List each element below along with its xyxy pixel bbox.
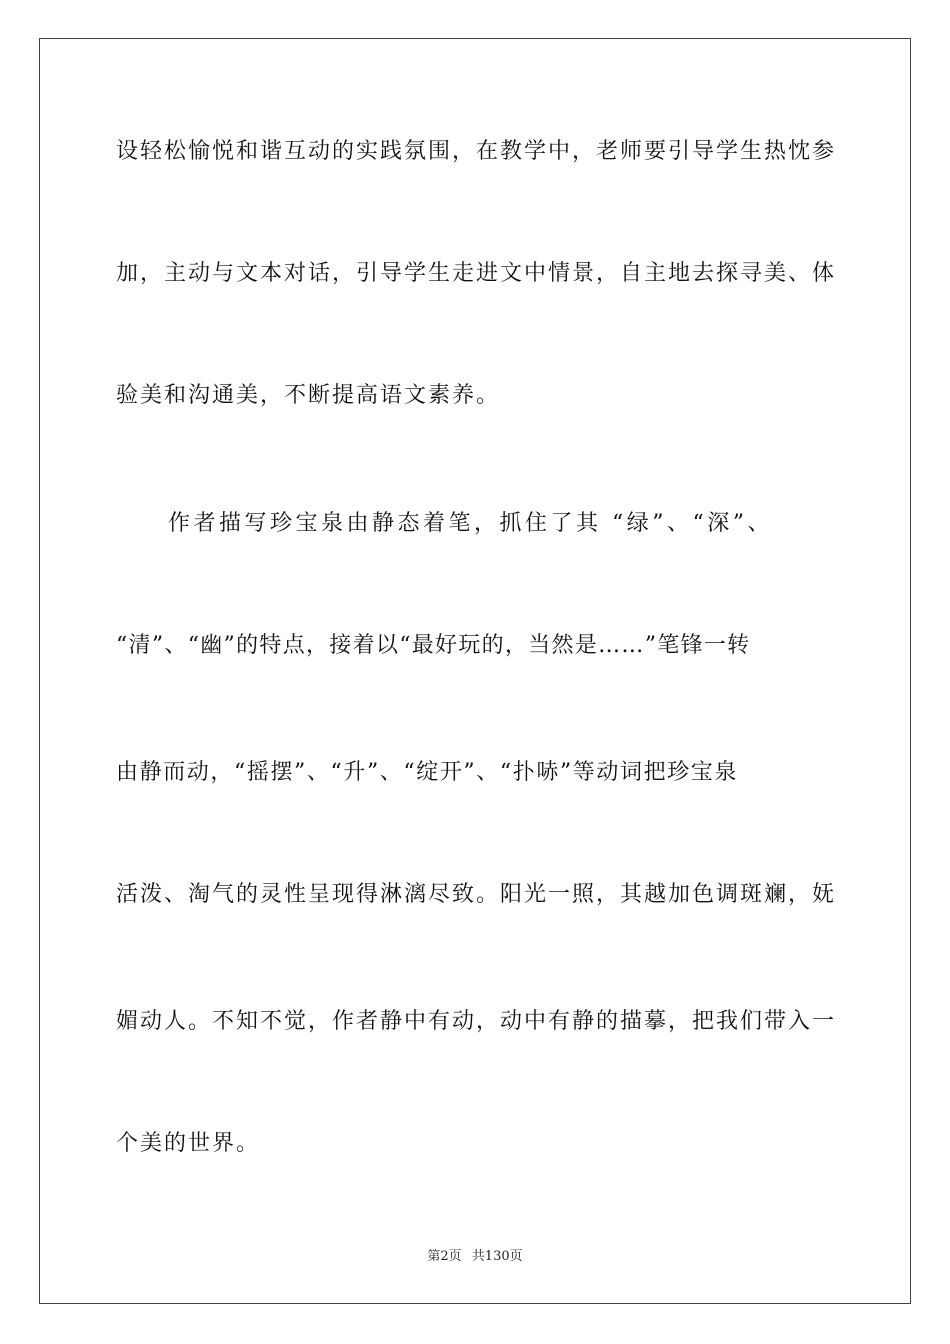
paragraph-line: 作者描写珍宝泉由静态着笔，抓住了其 “绿”、“深”、	[168, 511, 773, 536]
paragraph-line: 由静而动，“摇摆”、“升”、“绽开”、“扑哧”等动词把珍宝泉	[116, 760, 738, 785]
paragraph-line: 验美和沟通美，不断提高语文素养。	[116, 383, 501, 408]
paragraph-line: 活泼、淘气的灵性呈现得淋漓尽致。阳光一照，其越加色调斑斓，妩	[116, 882, 837, 907]
paragraph-line: “清”、“幽”的特点，接着以“最好玩的，当然是……”笔锋一转	[116, 633, 751, 658]
paragraph-line: 设轻松愉悦和谐互动的实践氛围，在教学中，老师要引导学生热忱参	[116, 139, 837, 164]
paragraph-line: 媚动人。不知不觉，作者静中有动，动中有静的描摹，把我们带入一	[116, 1009, 837, 1034]
page-footer	[0, 1248, 950, 1266]
paragraph-line: 个美的世界。	[116, 1131, 261, 1156]
total-page-count: 共130页	[471, 1249, 523, 1264]
paragraph-line: 加，主动与文本对话，引导学生走进文中情景，自主地去探寻美、体	[116, 261, 837, 286]
current-page-number: 第2页	[427, 1249, 462, 1264]
page-border	[39, 38, 911, 1304]
